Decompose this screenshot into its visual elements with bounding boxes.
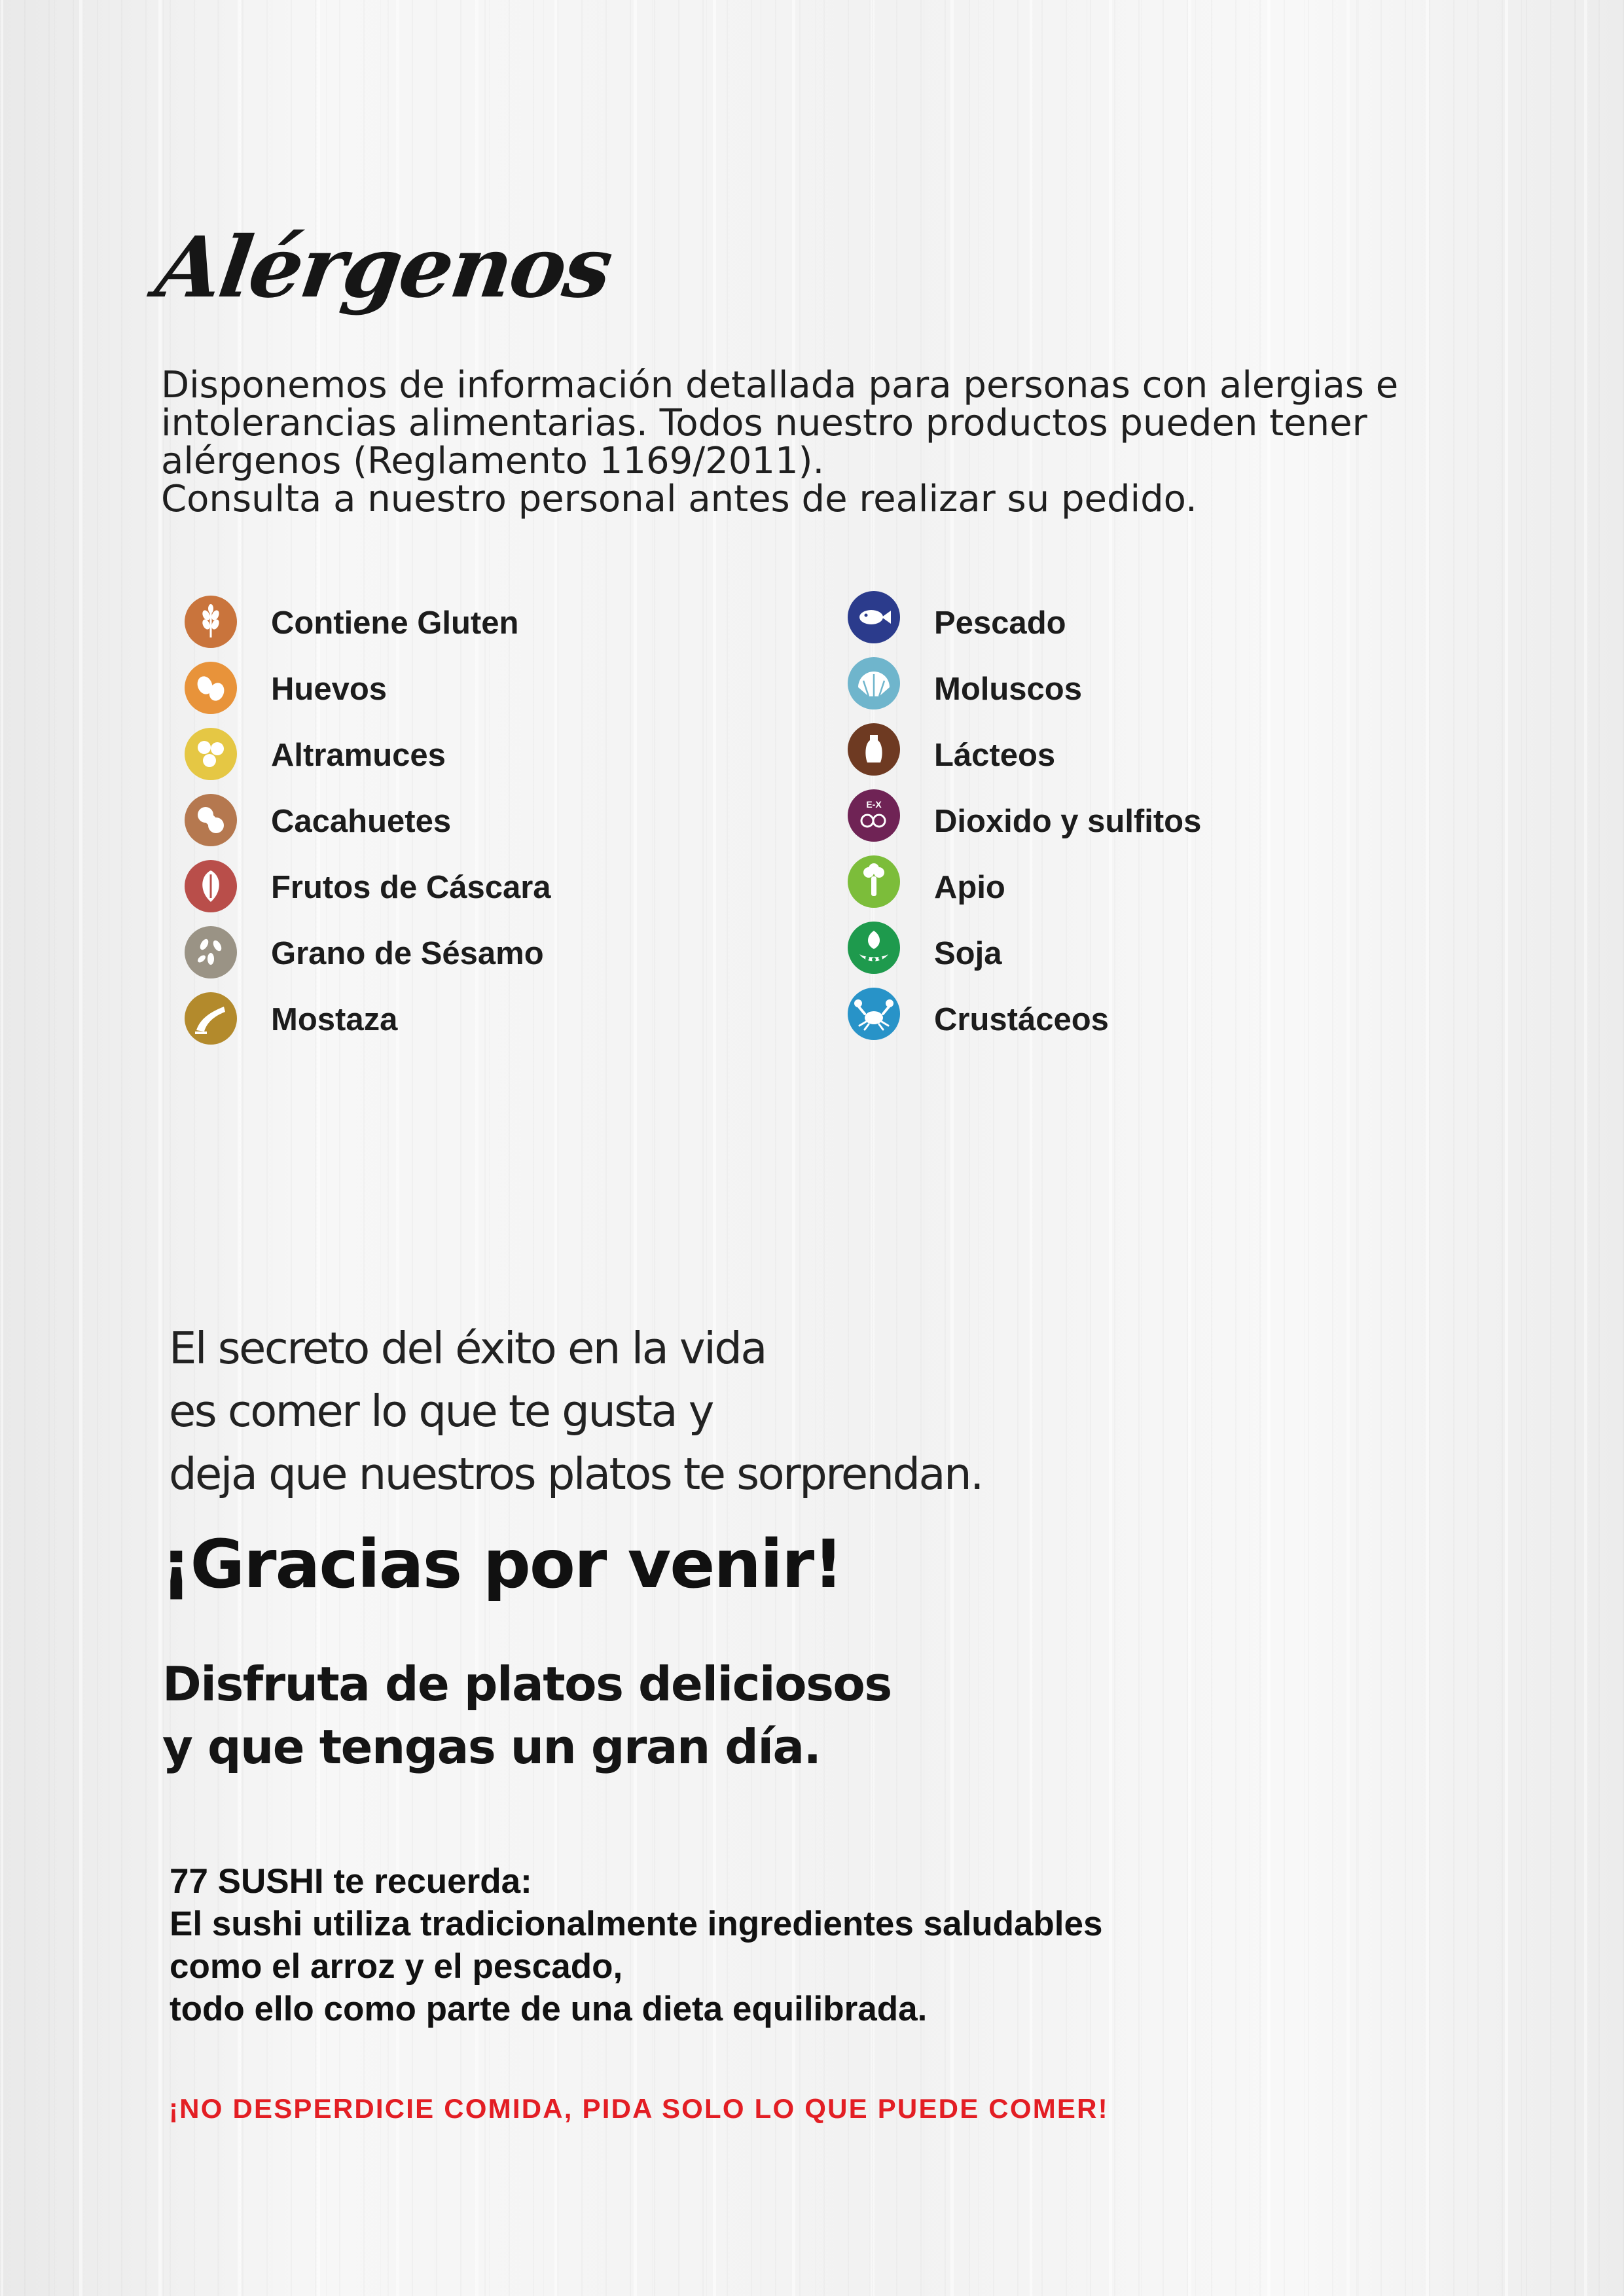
allergen-label: Mostaza [271, 1002, 398, 1037]
sesame-icon [185, 926, 237, 978]
allergen-label: Lácteos [934, 738, 1056, 773]
enjoy-line: Disfruta de platos deliciosos [162, 1657, 892, 1712]
reminder-line: 77 SUSHI te recuerda: [170, 1862, 532, 1901]
lupin-icon [185, 728, 237, 780]
intro-line: Consulta a nuestro personal antes de realizar su pedido. [161, 478, 1197, 520]
reminder-line: todo ello como parte de una dieta equilibrada. [170, 1990, 928, 2028]
allergen-label: Contiene Gluten [271, 605, 519, 641]
mustard-icon [185, 992, 237, 1045]
celery-icon [848, 855, 900, 908]
milk-icon [848, 723, 900, 776]
quote-line: es comer lo que te gusta y [169, 1386, 713, 1437]
enjoy-message [162, 1653, 892, 1778]
intro-paragraph [161, 364, 1509, 520]
reminder-line: El sushi utiliza tradicionalmente ingredientes saludables [170, 1905, 1103, 1943]
allergen-label: Frutos de Cáscara [271, 870, 551, 905]
allergen-label: Crustáceos [934, 1002, 1109, 1037]
allergen-label: Altramuces [271, 738, 446, 773]
allergen-label: Cacahuetes [271, 804, 452, 839]
allergen-label: Huevos [271, 672, 388, 707]
food-waste-warning: ¡NO DESPERDICIE COMIDA, PIDA SOLO LO QUE PUEDE COMER! [169, 2093, 1109, 2124]
allergen-label: Moluscos [934, 672, 1082, 707]
fish-icon [848, 591, 900, 643]
thanks-heading: ¡Gracias por venir! [161, 1526, 842, 1604]
peanut-icon [185, 794, 237, 846]
intro-line: intolerancias alimentarias. Todos nuestro productos pueden tener [161, 402, 1367, 444]
allergen-label: Dioxido y sulfitos [934, 804, 1202, 839]
quote-line: deja que nuestros platos te sorprendan. [169, 1448, 983, 1499]
intro-line: alérgenos (Reglamento 1169/2011). [161, 440, 825, 482]
allergen-label: Grano de Sésamo [271, 936, 544, 971]
quote [169, 1317, 983, 1505]
intro-line: Disponemos de información detallada para personas con alergias e [161, 364, 1399, 406]
allergen-label: Apio [934, 870, 1005, 905]
crab-icon [848, 988, 900, 1040]
allergen-label: Pescado [934, 605, 1066, 641]
enjoy-line: y que tengas un gran día. [162, 1719, 821, 1774]
shell-icon [848, 657, 900, 709]
wheat-icon [185, 596, 237, 648]
sulphites-icon [848, 789, 900, 842]
page-title: Alérgenos [150, 219, 617, 317]
quote-line: El secreto del éxito en la vida [169, 1323, 766, 1374]
allergen-label: Soja [934, 936, 1002, 971]
reminder-line: como el arroz y el pescado, [170, 1947, 623, 1986]
sulphites-icon-text: E-X [866, 799, 882, 810]
sushi-reminder [170, 1860, 1103, 2030]
eggs-icon [185, 662, 237, 714]
soy-icon [848, 922, 900, 974]
nut-icon [185, 860, 237, 912]
